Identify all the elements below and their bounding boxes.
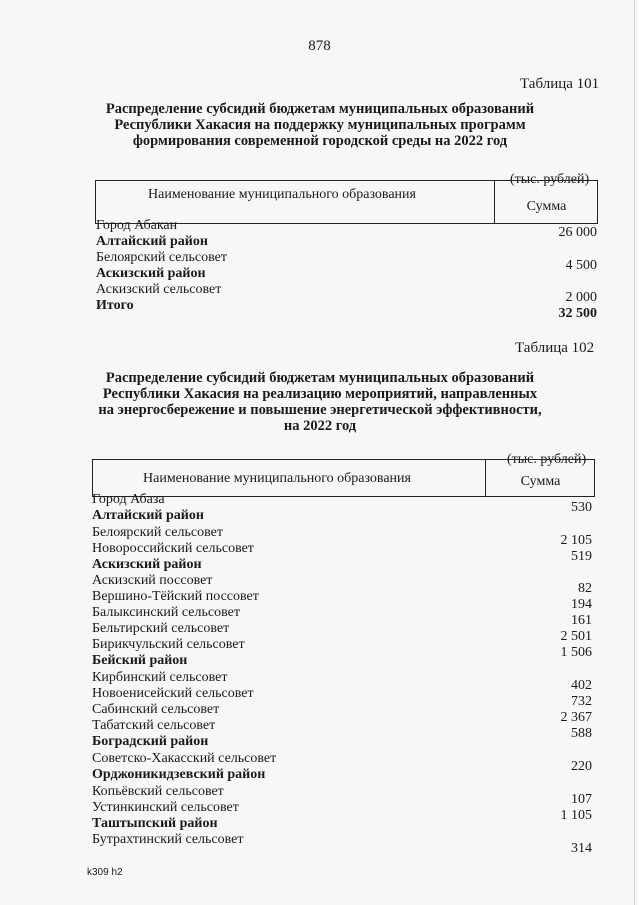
table-101-title-line: формирования современной городской среды на 2022 год: [132, 133, 508, 149]
table-102-row-name: Алтайский район: [92, 508, 204, 523]
table-102-row-name: Новоенисейский сельсовет: [92, 686, 254, 701]
table-102-row-value: 220: [571, 759, 592, 774]
table-101-title: [80, 101, 560, 149]
table-101-col-sum: Сумма: [526, 199, 567, 214]
table-101-row-name: Город Абакан: [96, 218, 178, 233]
table-102-row-name: Бирикчульский сельсовет: [92, 637, 245, 652]
table-102-row-name: Бельтирский сельсовет: [92, 621, 230, 636]
table-101-col-name: Наименование муниципального образования: [148, 187, 416, 202]
table-102-row-name: Город Абаза: [92, 492, 165, 507]
table-102-row-name: Таштыпский район: [92, 816, 218, 831]
table-101-row-name: Белоярский сельсовет: [96, 250, 227, 265]
page-number: 878: [308, 38, 331, 54]
table-102-row-name: Аскизский район: [92, 557, 202, 572]
table-102-row-value: 314: [571, 841, 592, 856]
table-102-row-value: 161: [571, 613, 592, 628]
table-102-row-value: 530: [571, 500, 592, 515]
table-101-row-name: Аскизский сельсовет: [96, 282, 222, 297]
table-102-row-name: Орджоникидзевский район: [92, 767, 266, 782]
table-102-title-line: на 2022 год: [283, 418, 357, 434]
table-101-row-value: 32 500: [558, 306, 597, 321]
table-101-row-value: 26 000: [558, 225, 597, 240]
table-102-row-value: 2 367: [560, 710, 592, 725]
table-102-row-value: 1 105: [560, 808, 592, 823]
table-102-row-value: 2 105: [560, 533, 592, 548]
table-101-row-name: Алтайский район: [96, 234, 208, 249]
table-102-row-value: 519: [571, 549, 592, 564]
footer-code: k309 h2: [87, 867, 123, 878]
table-102-row-value: 82: [578, 581, 592, 596]
table-102-row-name: Аскизский поссовет: [92, 573, 213, 588]
table-102-row-name: Бейский район: [92, 653, 188, 668]
table-101-row-name: Аскизский район: [96, 266, 206, 281]
table-102-title: [80, 370, 560, 434]
table-101-row-name: Итого: [96, 298, 134, 313]
table-102-row-value: 588: [571, 726, 592, 741]
table-102-title-line: на энергосбережение и повышение энергетической эффективности,: [98, 402, 542, 418]
table-102-row-name: Белоярский сельсовет: [92, 525, 223, 540]
scan-edge-line: [634, 0, 635, 905]
table-102-row-name: Табатский сельсовет: [92, 718, 216, 733]
table-102-row-value: 107: [571, 792, 592, 807]
table-102-row-value: 402: [571, 678, 592, 693]
table-102-row-value: 2 501: [560, 629, 592, 644]
table-102-row-name: Вершино-Тёйский поссовет: [92, 589, 259, 604]
table-102-row-name: Балыксинский сельсовет: [92, 605, 240, 620]
table-102-row-name: Боградский район: [92, 734, 209, 749]
table-101-unit: (тыс. рублей): [510, 172, 590, 187]
table-101-label: Таблица 101: [520, 76, 600, 92]
table-102-row-value: 732: [571, 694, 592, 709]
table-101-row-value: 2 000: [565, 290, 597, 305]
table-101-title-line: Республики Хакасия на поддержку муниципальных программ: [114, 117, 526, 133]
table-101-row-value: 4 500: [565, 258, 597, 273]
table-102-header-divider: [485, 460, 486, 496]
table-102-row-value: 1 506: [560, 645, 592, 660]
table-102-title-line: Распределение субсидий бюджетам муниципальных образований: [105, 370, 535, 386]
table-102-title-line: Республики Хакасия на реализацию мероприятий, направленных: [102, 386, 538, 402]
table-102-col-sum: Сумма: [520, 474, 561, 489]
table-101-title-line: Распределение субсидий бюджетам муниципальных образований: [105, 101, 535, 117]
table-102-header: [92, 459, 595, 497]
table-102-row-name: Бутрахтинский сельсовет: [92, 832, 244, 847]
table-102-row-name: Копьёвский сельсовет: [92, 784, 224, 799]
table-102-row-name: Устинкинский сельсовет: [92, 800, 239, 815]
table-102-row-name: Новороссийский сельсовет: [92, 541, 254, 556]
table-102-row-name: Советско-Хакасский сельсовет: [92, 751, 277, 766]
table-102-row-value: 194: [571, 597, 592, 612]
table-102-col-name: Наименование муниципального образования: [143, 471, 411, 486]
table-102-row-name: Сабинский сельсовет: [92, 702, 220, 717]
table-102-unit: (тыс. рублей): [507, 452, 587, 467]
table-101-header-divider: [494, 181, 495, 223]
table-102-row-name: Кирбинский сельсовет: [92, 670, 228, 685]
table-102-label: Таблица 102: [515, 340, 595, 356]
